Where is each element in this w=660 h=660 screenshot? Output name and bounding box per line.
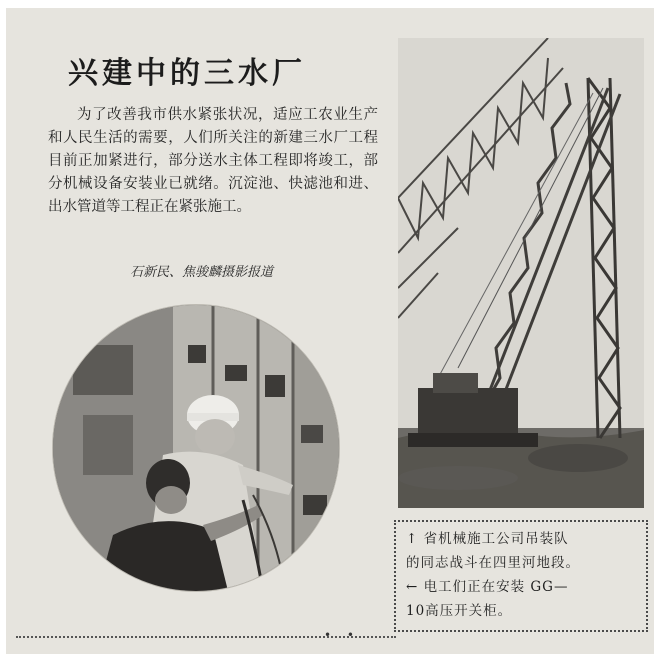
caption-line-3: ← 电工们正在安装 GG— [406, 579, 569, 595]
divider-dots: • • [324, 628, 360, 642]
article-headline: 兴建中的三水厂 [68, 56, 306, 91]
electricians-photo [52, 304, 340, 592]
photo-byline: 石新民、焦骏麟摄影报道 [130, 265, 274, 280]
caption-line-4: 10高压开关柜。 [406, 603, 513, 619]
caption-line-2: 的同志战斗在四里河地段。 [406, 555, 580, 571]
newspaper-clipping [6, 8, 654, 654]
photo-caption-box [394, 520, 648, 632]
electricians-illustration [53, 305, 339, 591]
article-body: 为了改善我市供水紧张状况，适应工农业生产和人民生活的需要，人们所关注的新建三水厂工程目前正加紧进行，部分送水主体工程即将竣工，部分机械设备安装业已就绪。沉淀池、快滤池和进、出水管道等工程正在紧张施工。 [48, 107, 378, 215]
crane-illustration [398, 38, 644, 508]
crane-photo [398, 38, 644, 508]
caption-line-1: ↑ 省机械施工公司吊装队 [406, 531, 569, 547]
